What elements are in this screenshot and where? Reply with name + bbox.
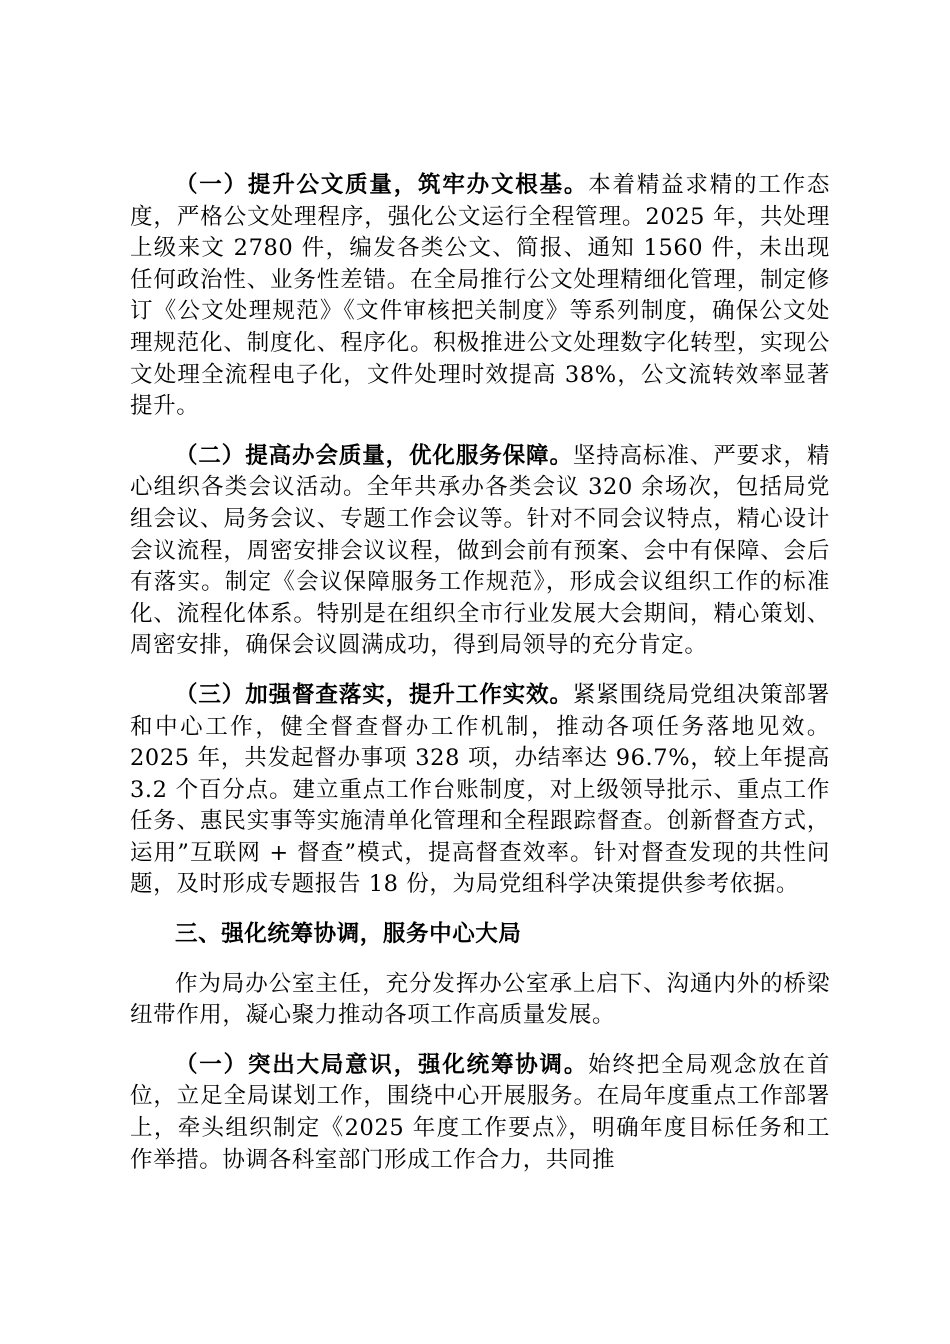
paragraph-3 bbox=[130, 680, 830, 901]
section-heading: 三、强化统筹协调，服务中心大局 bbox=[175, 921, 522, 948]
paragraph-1 bbox=[130, 170, 830, 423]
paragraph-2-body: 坚持高标准、严要求，精心组织各类会议活动。全年共承办各类会议 320 余场次，包括局党组会议、局务会议、专题工作会议等。针对不同会议特点，精心设计会议流程，周密安排会议议程，做到会前有预案、会中有保障、会后有落实。制定《会议保障服务工作规范》，形成会议组织工作的标准化、流程化体系。特别是在组织全市行业发展大会期间，精心策划、周密安排，确保会议圆满成功，得到局领导的充分肯定。 bbox=[130, 442, 830, 659]
document-page bbox=[130, 170, 830, 1194]
paragraph-4-lead: （一）突出大局意识，强化统筹协调。 bbox=[175, 1051, 589, 1078]
paragraph-2-lead: （二）提高办会质量，优化服务保障。 bbox=[175, 442, 573, 469]
paragraph-1-body: 本着精益求精的工作态度，严格公文处理程序，强化公文运行全程管理。2025 年，共处理上级来文 2780 件，编发各类公文、简报、通知 1560 件，未出现任何政治性、业务性差错。在全局推行公文处理精细化管理，制定修订《公文处理规范》《文件审核把关制度》等系列制度，确保公文处理规范化、制度化、程序化。积极推进公文处理数字化转型，实现公文处理全流程电子化，文件处理时效提高 38%，公文流转效率显著提升。 bbox=[130, 172, 830, 420]
intro-paragraph: 作为局办公室主任，充分发挥办公室承上启下、沟通内外的桥梁纽带作用，凝心聚力推动各项工作高质量发展。 bbox=[130, 970, 830, 1029]
paragraph-2 bbox=[130, 441, 830, 662]
paragraph-4-body: 始终把全局观念放在首位，立足全局谋划工作，围绕中心开展服务。在局年度重点工作部署上，牵头组织制定《2025 年度工作要点》，明确年度目标任务和工作举措。协调各科室部门形成工作合力，共同推 bbox=[130, 1051, 830, 1173]
paragraph-3-body: 紧紧围绕局党组决策部署和中心工作，健全督查督办工作机制，推动各项任务落地见效。2025 年，共发起督办事项 328 项，办结率达 96.7%，较上年提高 3.2 个百分点。建立重点工作台账制度，对上级领导批示、重点工作任务、惠民实事等实施清单化管理和全程跟踪督查。创新督查方式，运用”互联网 + 督查”模式，提高督查效率。针对督查发现的共性问题，及时形成专题报告 18 份，为局党组科学决策提供参考依据。 bbox=[130, 681, 830, 898]
paragraph-3-lead: （三）加强督查落实，提升工作实效。 bbox=[175, 681, 573, 708]
paragraph-4 bbox=[130, 1050, 830, 1176]
paragraph-1-lead: （一）提升公文质量，筑牢办文根基。 bbox=[175, 172, 589, 198]
